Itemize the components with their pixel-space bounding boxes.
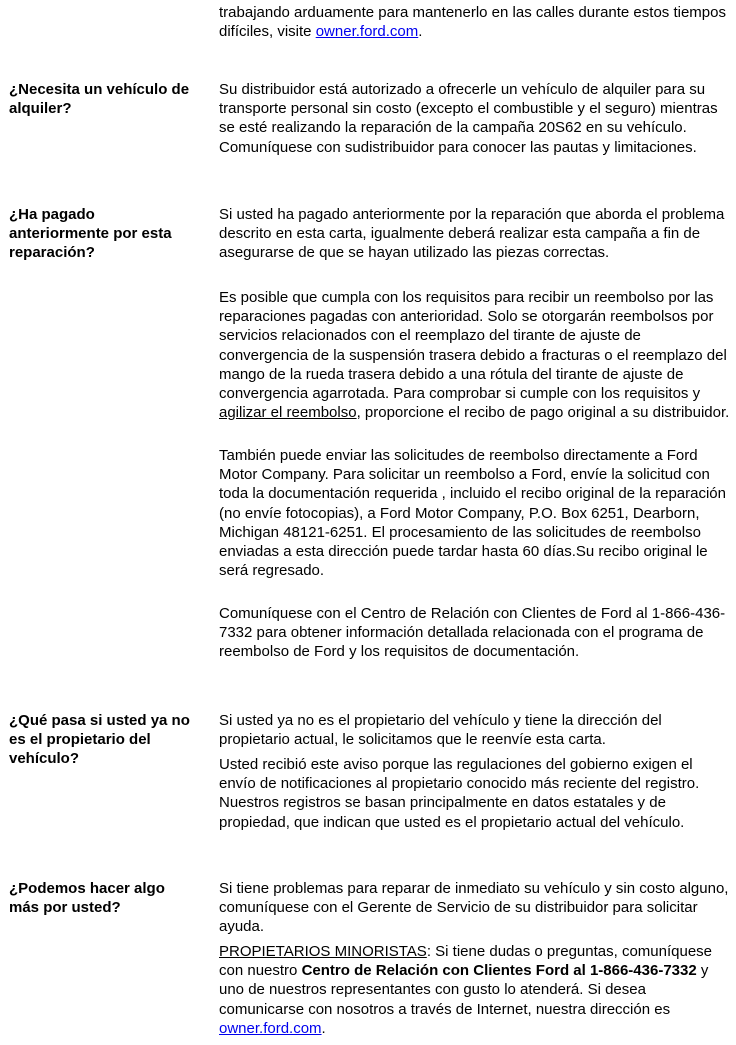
more-p2-text-mid: y uno de nuestros representantes con gusto lo atenderá. Si desea comunicarse con nosotros a través de Internet, nuestra dirección es	[219, 962, 709, 1018]
intro-text-end: .	[418, 23, 423, 41]
intro-text: trabajando arduamente para mantenerlo en las calles durante estos tiempos difíciles, visite	[219, 4, 726, 41]
paid-p2-text-end: , proporcione el recibo de pago original a su distribuidor.	[356, 404, 730, 422]
more-paragraph-2	[219, 942, 731, 1038]
rental-answer: Su distribuidor está autorizado a ofrecerle un vehículo de alquiler para su transporte personal sin costo (excepto el combustible y el seguro) mientras se esté realizando la reparación de la campaña 20S62 en su vehículo. Comuníquese con sudistribuidor para conocer las pautas y limitaciones.	[219, 81, 718, 156]
retail-owners-label: PROPIETARIOS MINORISTAS	[219, 943, 427, 960]
paid-paragraph-2	[219, 288, 731, 422]
owner-ford-link[interactable]: owner.ford.com	[315, 23, 419, 41]
more-question: ¿Podemos hacer algo más por usted?	[9, 880, 165, 917]
paid-question: ¿Ha pagado anteriormente por esta reparación?	[9, 206, 172, 262]
paid-paragraph-4: Comuníquese con el Centro de Relación con Clientes de Ford al 1-866-436-7332 para obtener información detallada relacionada con el programa de reembolso de Ford y los requisitos de documentación.	[219, 605, 726, 661]
owner-ford-link-bottom[interactable]: owner.ford.com	[219, 1019, 322, 1037]
paid-paragraph-1: Si usted ha pagado anteriormente por la reparación que aborda el problema descrito en esta carta, igualmente deberá realizar esta campaña a fin de asegurarse de que se hayan utilizado las piezas correctas.	[219, 206, 725, 262]
more-p2-text-end: .	[321, 1019, 326, 1037]
more-paragraph-1: Si tiene problemas para reparar de inmediato su vehículo y sin costo alguno, comuníquese con el Gerente de Servicio de su distribuidor para solicitar ayuda.	[219, 880, 729, 936]
more-p2-text: : Si tiene dudas o preguntas, comuníquese con nuestro	[219, 943, 713, 980]
rental-question: ¿Necesita un vehículo de alquiler?	[9, 81, 190, 118]
expedite-refund-text: agilizar el reembolso	[219, 404, 357, 422]
owner-paragraph-2: Usted recibió este aviso porque las regulaciones del gobierno exigen el envío de notificaciones al propietario conocido más reciente del registro. Nuestros registros se basan principalmente en datos estatales y de propiedad, que indican que usted es el propietario actual del vehículo.	[219, 756, 700, 831]
paid-paragraph-3: También puede enviar las solicitudes de reembolso directamente a Ford Motor Company. Para solicitar un reembolso a Ford, envíe la solicitud con toda la documentación requerida , incluido el recibo original de la reparación (no envíe fotocopias), a Ford Motor Company, P.O. Box 6251, Dearborn, Michigan 48121-6251. El procesamiento de las solicitudes de reembolso enviadas a esta dirección puede tardar hasta 60 días.Su recibo original le será regresado.	[219, 447, 726, 580]
paid-p2-text: Es posible que cumpla con los requisitos para recibir un reembolso por las reparaciones pagadas con anterioridad. Solo se otorgarán reembolsos por servicios relacionados con el reemplazo del tirante de ajuste de convergencia de la suspensión trasera debido a fracturas o el reemplazo del mango de la rueda trasera debido a una rótula del tirante de ajuste de convergencia agarrotada. Para comprobar si cumple con los requisitos y	[219, 289, 727, 403]
owner-paragraph-1: Si usted ya no es el propietario del vehículo y tiene la dirección del propietario actual, le solicitamos que le reenvíe esta carta.	[219, 712, 662, 749]
owner-question: ¿Qué pasa si usted ya no es el propietario del vehículo?	[9, 712, 190, 768]
intro-paragraph	[219, 3, 731, 41]
customer-center-phone: Centro de Relación con Clientes Ford al 1-866-436-7332	[301, 962, 697, 980]
